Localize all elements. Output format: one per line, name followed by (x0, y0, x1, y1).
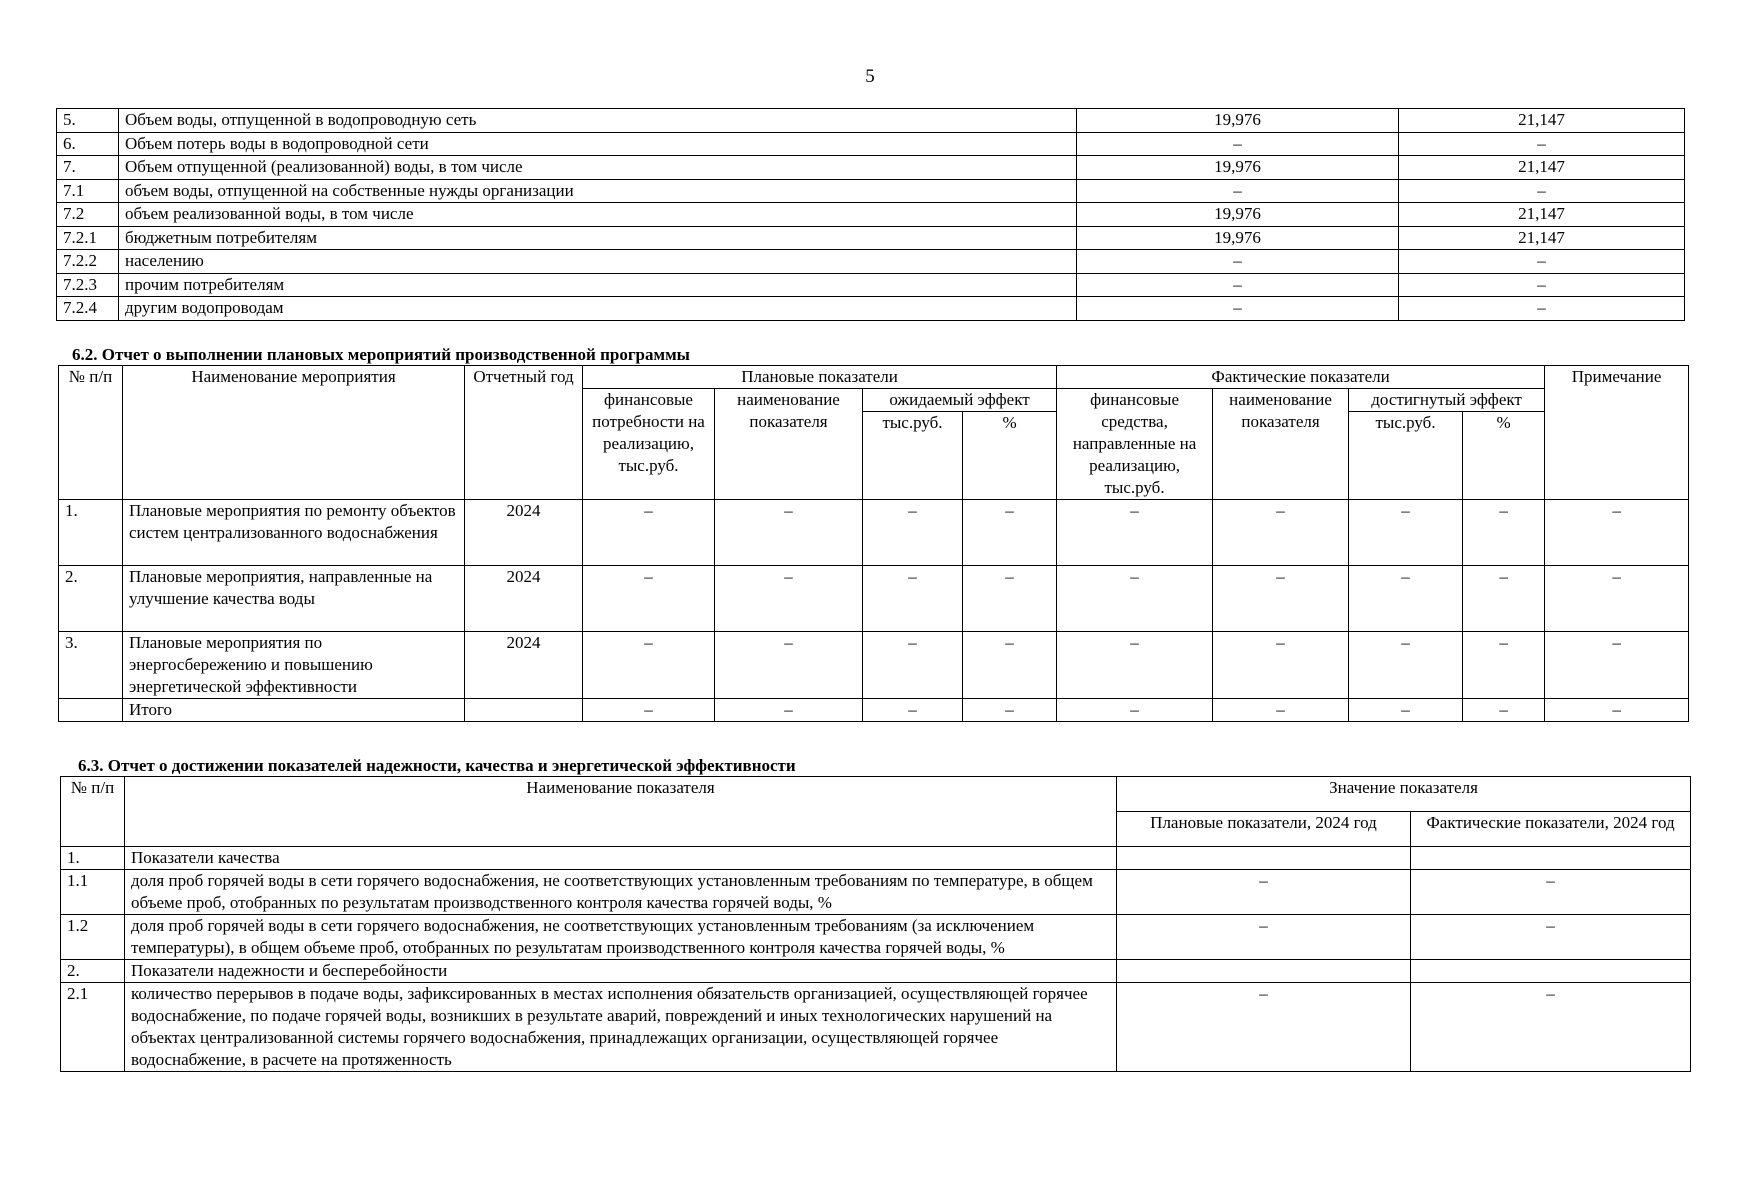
total-value: – (583, 699, 715, 722)
header-plan-indicator: наименование показателя (715, 389, 863, 500)
table-row (59, 632, 1689, 699)
row-value: – (1463, 632, 1545, 699)
row-measure-name: Плановые мероприятия по ремонту объектов систем централизованного водоснабжения (123, 500, 465, 566)
header-value: Значение показателя (1117, 777, 1691, 812)
row-number: 7.1 (57, 179, 119, 203)
row-fact-value: – (1411, 983, 1691, 1072)
row-plan-value: 19,976 (1077, 203, 1399, 227)
total-value: – (1463, 699, 1545, 722)
section-62-title: 6.2. Отчет о выполнении плановых мероприятий производственной программы (72, 345, 690, 364)
row-value: – (583, 566, 715, 632)
row-measure-name: Плановые мероприятия по энергосбережению и повышению энергетической эффективности (123, 632, 465, 699)
row-plan-value (1117, 960, 1411, 983)
row-name: Объем воды, отпущенной в водопроводную сеть (119, 109, 1077, 133)
row-plan-value: – (1117, 915, 1411, 960)
header-act-pct: % (1463, 412, 1545, 500)
row-fact-value: 21,147 (1399, 226, 1685, 250)
table-row (61, 870, 1691, 915)
section-63-title: 6.3. Отчет о достижении показателей надежности, качества и энергетической эффективности (78, 756, 796, 775)
row-value: – (1349, 632, 1463, 699)
total-value: – (863, 699, 963, 722)
row-number: 6. (57, 132, 119, 156)
row-value: – (1057, 566, 1213, 632)
row-value: – (863, 632, 963, 699)
row-indicator-name: количество перерывов в подаче воды, зафиксированных в местах исполнения обязательств организацией, осуществляющей горячее водоснабжение, по подаче горячей воды, возникших в результате аварий, повреждений и иных технологических нарушений на объектах централизованной системы горячего водоснабжения, принадлежащих организации, осуществляющей горячее водоснабжение, в расчете на протяженность (125, 983, 1117, 1072)
row-value: – (963, 632, 1057, 699)
row-plan-value: – (1117, 983, 1411, 1072)
planned-measures-table (58, 365, 1689, 722)
row-value: – (1057, 632, 1213, 699)
row-year: 2024 (465, 632, 583, 699)
row-number: 1. (59, 500, 123, 566)
row-value: – (1545, 566, 1689, 632)
row-value: – (863, 566, 963, 632)
row-name: Объем потерь воды в водопроводной сети (119, 132, 1077, 156)
row-name: Объем отпущенной (реализованной) воды, в том числе (119, 156, 1077, 180)
row-fact-value: – (1399, 179, 1685, 203)
row-fact-value: – (1411, 915, 1691, 960)
row-value: – (1349, 566, 1463, 632)
row-name: бюджетным потребителям (119, 226, 1077, 250)
table-row (57, 109, 1685, 133)
row-year (465, 699, 583, 722)
row-value: – (963, 500, 1057, 566)
row-indicator-name: Показатели качества (125, 847, 1117, 870)
row-plan-value: – (1077, 250, 1399, 274)
total-value: – (963, 699, 1057, 722)
header-act-fin: финансовые средства, направленные на реализацию, тыс.руб. (1057, 389, 1213, 500)
row-value: – (1545, 632, 1689, 699)
row-plan-value: – (1077, 297, 1399, 321)
row-plan-value: – (1077, 132, 1399, 156)
row-name: объем воды, отпущенной на собственные нужды организации (119, 179, 1077, 203)
total-value: – (715, 699, 863, 722)
row-name: объем реализованной воды, в том числе (119, 203, 1077, 227)
row-value: – (583, 500, 715, 566)
header-actual: Фактические показатели (1057, 366, 1545, 389)
row-name: другим водопроводам (119, 297, 1077, 321)
row-value: – (1349, 500, 1463, 566)
table-row (57, 250, 1685, 274)
row-indicator-name: Показатели надежности и бесперебойности (125, 960, 1117, 983)
row-number: 7.2.1 (57, 226, 119, 250)
row-number: 1. (61, 847, 125, 870)
row-fact-value: – (1399, 273, 1685, 297)
row-number: 7.2.4 (57, 297, 119, 321)
row-number (59, 699, 123, 722)
header-num: № п/п (59, 366, 123, 500)
row-measure-name: Плановые мероприятия, направленные на улучшение качества воды (123, 566, 465, 632)
table-row (57, 179, 1685, 203)
header-indicator-name: Наименование показателя (125, 777, 1117, 847)
row-indicator-name: доля проб горячей воды в сети горячего водоснабжения, не соответствующих установленным требованиям по температуре, в общем объеме проб, отобранных по результатам производственного контроля качества горячей воды, % (125, 870, 1117, 915)
row-fact-value: – (1411, 870, 1691, 915)
total-value: – (1213, 699, 1349, 722)
table-row (59, 500, 1689, 566)
table-row (61, 847, 1691, 870)
total-value: – (1545, 699, 1689, 722)
row-number: 5. (57, 109, 119, 133)
row-value: – (715, 632, 863, 699)
row-plan-value: – (1077, 273, 1399, 297)
row-indicator-name: доля проб горячей воды в сети горячего водоснабжения, не соответствующих установленным требованиям (за исключением температуры), в общем объеме проб, отобранных по результатам производственного контроля качества горячей воды, % (125, 915, 1117, 960)
header-plan-effect: ожидаемый эффект (863, 389, 1057, 412)
row-value: – (583, 632, 715, 699)
header-measure-name: Наименование мероприятия (123, 366, 465, 500)
table-row (61, 915, 1691, 960)
row-number: 2. (59, 566, 123, 632)
row-value: – (1213, 566, 1349, 632)
indicators-table (60, 776, 1691, 1072)
row-fact-value: – (1399, 250, 1685, 274)
row-fact-value (1411, 847, 1691, 870)
table-row (57, 226, 1685, 250)
row-number: 7.2.2 (57, 250, 119, 274)
header-act-indicator: наименование показателя (1213, 389, 1349, 500)
row-name: населению (119, 250, 1077, 274)
row-number: 2. (61, 960, 125, 983)
total-label: Итого (123, 699, 465, 722)
row-value: – (1213, 500, 1349, 566)
header-note: Примечание (1545, 366, 1689, 500)
row-number: 2.1 (61, 983, 125, 1072)
row-fact-value: 21,147 (1399, 109, 1685, 133)
row-value: – (1463, 500, 1545, 566)
total-row (59, 699, 1689, 722)
row-year: 2024 (465, 500, 583, 566)
header-plan: Плановые показатели, 2024 год (1117, 812, 1411, 847)
table-row (61, 960, 1691, 983)
header-plan-thous: тыс.руб. (863, 412, 963, 500)
row-fact-value (1411, 960, 1691, 983)
row-value: – (1213, 632, 1349, 699)
row-value: – (715, 500, 863, 566)
volume-table (56, 108, 1685, 321)
total-value: – (1057, 699, 1213, 722)
row-name: прочим потребителям (119, 273, 1077, 297)
row-plan-value: 19,976 (1077, 109, 1399, 133)
row-plan-value: – (1077, 179, 1399, 203)
header-plan-fin: финансовые потребности на реализацию, тыс.руб. (583, 389, 715, 500)
row-value: – (863, 500, 963, 566)
row-value: – (1545, 500, 1689, 566)
row-value: – (1463, 566, 1545, 632)
table-row (57, 297, 1685, 321)
header-year: Отчетный год (465, 366, 583, 500)
row-number: 7.2 (57, 203, 119, 227)
row-plan-value: 19,976 (1077, 156, 1399, 180)
table-row (61, 983, 1691, 1072)
row-plan-value: 19,976 (1077, 226, 1399, 250)
row-fact-value: – (1399, 297, 1685, 321)
row-number: 1.2 (61, 915, 125, 960)
header-planned: Плановые показатели (583, 366, 1057, 389)
row-value: – (715, 566, 863, 632)
header-plan-pct: % (963, 412, 1057, 500)
row-fact-value: 21,147 (1399, 203, 1685, 227)
total-value: – (1349, 699, 1463, 722)
row-plan-value (1117, 847, 1411, 870)
header-act-effect: достигнутый эффект (1349, 389, 1545, 412)
row-value: – (1057, 500, 1213, 566)
header-fact: Фактические показатели, 2024 год (1411, 812, 1691, 847)
row-number: 7. (57, 156, 119, 180)
header-act-thous: тыс.руб. (1349, 412, 1463, 500)
table-row (57, 273, 1685, 297)
table-row (59, 566, 1689, 632)
row-plan-value: – (1117, 870, 1411, 915)
row-year: 2024 (465, 566, 583, 632)
table-row (57, 132, 1685, 156)
header-num: № п/п (61, 777, 125, 847)
row-fact-value: – (1399, 132, 1685, 156)
table-row (57, 156, 1685, 180)
row-fact-value: 21,147 (1399, 156, 1685, 180)
page-number: 5 (865, 66, 875, 87)
row-value: – (963, 566, 1057, 632)
table-row (57, 203, 1685, 227)
row-number: 1.1 (61, 870, 125, 915)
row-number: 7.2.3 (57, 273, 119, 297)
row-number: 3. (59, 632, 123, 699)
